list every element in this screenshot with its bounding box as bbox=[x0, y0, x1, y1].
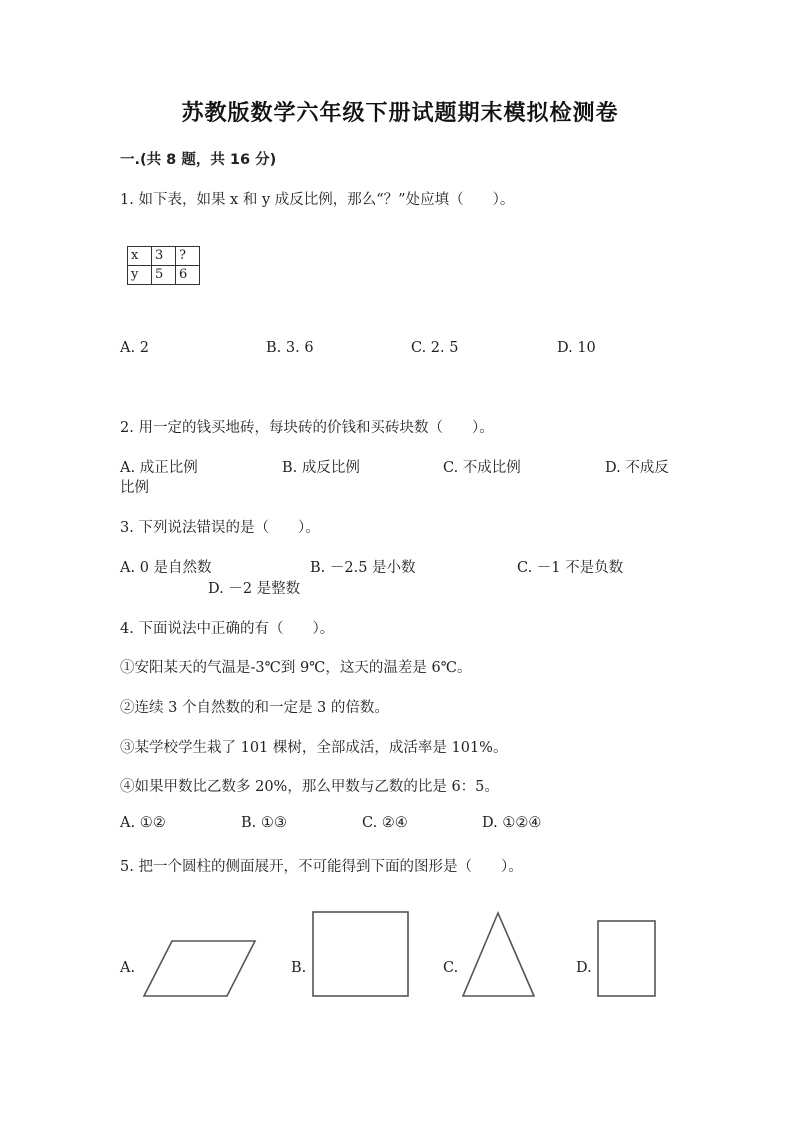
q1-option-b[interactable]: B. 3. 6 bbox=[266, 340, 314, 356]
parallelogram-shape[interactable] bbox=[144, 941, 255, 996]
table-cell: 6 bbox=[176, 266, 200, 285]
q4-statement-4: ④如果甲数比乙数多 20%，那么甲数与乙数的比是 6：5。 bbox=[120, 779, 499, 795]
q3-option-a[interactable]: A. 0 是自然数 bbox=[120, 560, 212, 576]
q2-option-b[interactable]: B. 成反比例 bbox=[282, 460, 360, 476]
q4-stem: 4. 下面说法中正确的有（ ）。 bbox=[120, 621, 335, 637]
q1-option-d[interactable]: D. 10 bbox=[557, 340, 596, 356]
q2-option-a[interactable]: A. 成正比例 bbox=[120, 460, 198, 476]
q3-option-d[interactable]: D. －2 是整数 bbox=[208, 581, 301, 597]
table-cell: x bbox=[128, 247, 152, 266]
q2-option-d-wrap: 比例 bbox=[120, 480, 149, 496]
q4-option-d[interactable]: D. ①②④ bbox=[482, 815, 542, 831]
q5-option-a-label[interactable]: A. bbox=[120, 960, 136, 976]
q1-option-c[interactable]: C. 2. 5 bbox=[411, 340, 459, 356]
q4-statement-3: ③某学校学生栽了 101 棵树，全部成活，成活率是 101%。 bbox=[120, 740, 508, 756]
q4-statement-1: ①安阳某天的气温是-3℃到 9℃，这天的温差是 6℃。 bbox=[120, 660, 472, 676]
q3-option-b[interactable]: B. －2.5 是小数 bbox=[310, 560, 416, 576]
q3-stem: 3. 下列说法错误的是（ ）。 bbox=[120, 520, 320, 536]
q3-option-c[interactable]: C. －1 不是负数 bbox=[517, 560, 624, 576]
square-shape[interactable] bbox=[598, 921, 655, 996]
q4-option-c[interactable]: C. ②④ bbox=[362, 815, 408, 831]
q4-option-a[interactable]: A. ①② bbox=[120, 815, 166, 831]
q5-option-b-label[interactable]: B. bbox=[291, 960, 307, 976]
table-cell: y bbox=[128, 266, 152, 285]
table-cell: 5 bbox=[152, 266, 176, 285]
q4-statement-2: ②连续 3 个自然数的和一定是 3 的倍数。 bbox=[120, 700, 389, 716]
q2-option-d[interactable]: D. 不成反 bbox=[605, 460, 669, 476]
q2-stem: 2. 用一定的钱买地砖，每块砖的价钱和买砖块数（ ）。 bbox=[120, 420, 494, 436]
q5-option-d-label[interactable]: D. bbox=[576, 960, 592, 976]
page-title: 苏教版数学六年级下册试题期末模拟检测卷 bbox=[181, 101, 619, 126]
q5-option-c-label[interactable]: C. bbox=[443, 960, 459, 976]
table-cell: 3 bbox=[152, 247, 176, 266]
triangle-shape[interactable] bbox=[463, 913, 534, 996]
q2-option-c[interactable]: C. 不成比例 bbox=[443, 460, 521, 476]
section-heading: 一.(共 8 题，共 16 分) bbox=[120, 152, 277, 168]
q1-stem: 1. 如下表，如果 x 和 y 成反比例，那么“？”处应填（ ）。 bbox=[120, 192, 515, 208]
q1-option-a[interactable]: A. 2 bbox=[120, 340, 149, 356]
q4-option-b[interactable]: B. ①③ bbox=[241, 815, 287, 831]
table-cell: ? bbox=[176, 247, 200, 266]
rectangle-shape[interactable] bbox=[313, 912, 408, 996]
q5-stem: 5. 把一个圆柱的侧面展开，不可能得到下面的图形是（ ）。 bbox=[120, 859, 523, 875]
